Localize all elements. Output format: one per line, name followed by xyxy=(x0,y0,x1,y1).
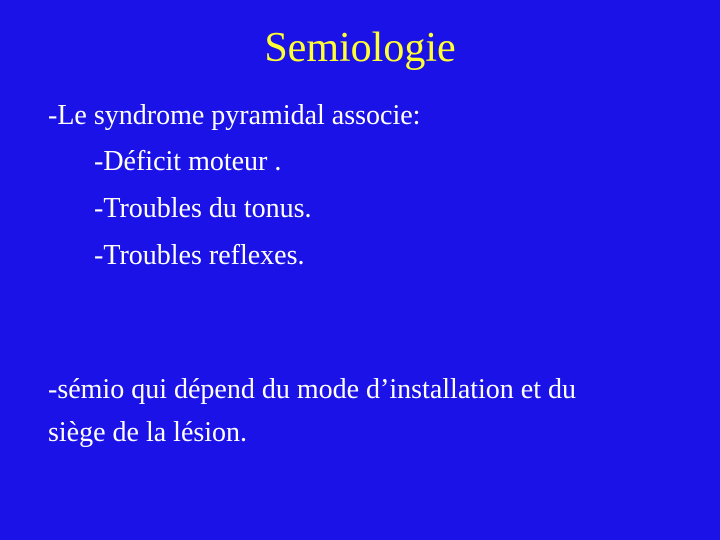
bullet-troubles-tonus: -Troubles du tonus. xyxy=(94,193,312,224)
slide-title: Semiologie xyxy=(264,25,456,71)
intro-line: -Le syndrome pyramidal associe: xyxy=(48,100,421,131)
note-line-1: -sémio qui dépend du mode d’installation et du xyxy=(48,374,577,405)
bullet-troubles-reflexes: -Troubles reflexes. xyxy=(94,240,305,271)
bullet-deficit-moteur: -Déficit moteur . xyxy=(94,146,282,177)
note-line-2: siège de la lésion. xyxy=(48,417,248,448)
